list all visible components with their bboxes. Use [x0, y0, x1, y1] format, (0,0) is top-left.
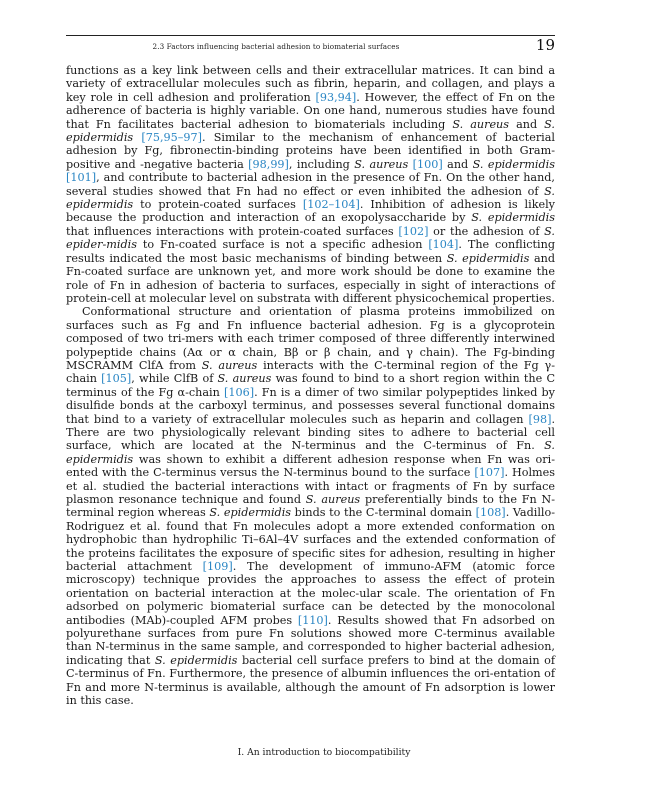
citation-link[interactable]: [107]	[474, 466, 505, 480]
page-number: 19	[535, 36, 555, 54]
citation-link[interactable]: [110]	[297, 613, 328, 627]
citation-link[interactable]: [108]	[475, 506, 506, 520]
text-run: . The development of immuno-AFM (atomic force microscopy) technique provides the approaches to assess the effect of protein orientation on bacterial interaction at the molec-ular scale. The orientation of Fn adsorbed on polymeric biomaterial surface can be detected by the monocolonal antibodies (MAb)-coupled AFM probes	[66, 560, 555, 627]
text-run: functions as a key link between cells and their extracellular matrices. It can bind a variety of extracellular molecules such as fibrin, heparin, and collagen, and plays a key role in cell adhesion and proliferation	[66, 64, 555, 104]
text-run: that influences interactions with protein-coated surfaces	[66, 224, 399, 238]
text-run: was shown to exhibit a different adhesion response when Fn was ori-ented with the C-terminus versus the N-terminus bound to the surface	[66, 452, 555, 480]
citation-link[interactable]: [105]	[101, 372, 132, 386]
text-run: . Vadillo-Rodriguez et al. found that Fn molecules adopt a more extended conformation on hydrophobic than hydrophilic Ti–6Al–4V surfaces and the extended conformation of the proteins facilitates the exposure of specific sites for adhesion, resulting in higher bacterial attachment	[66, 506, 556, 574]
text-run: , and contribute to bacterial adhesion in the presence of Fn. On the other hand, several studies showed that Fn had no effect or even inhibited the adhesion of	[66, 171, 555, 198]
citation-link[interactable]: [102–104]	[302, 198, 360, 212]
citation-link[interactable]: [75,95–97]	[141, 131, 202, 145]
citation-link[interactable]: [101]	[66, 171, 97, 185]
species-name: S. epidermidis	[472, 157, 555, 171]
species-name: S. epider-midis	[66, 224, 555, 252]
text-run: , while ClfB of	[131, 372, 218, 386]
citation-link[interactable]: [93,94]	[315, 90, 357, 104]
text-run: bacterial cell surface prefers to bind at the domain of C-terminus of Fn. Furthermore, the presence of albumin influences the ori-entation of Fn and more N-terminus is available, although the amount of Fn adsorption is lower in this case.	[66, 653, 555, 708]
species-name: S. aureus	[217, 372, 272, 386]
citation-link[interactable]: [102]	[398, 224, 429, 238]
text-run: and Fn-coated surface are unknown yet, and more work should be done to examine the role of Fn in adhesion of bacteria to surfaces, especially in sight of interactions of protein-cell at molecular level on substrata with different physicochemical properties.	[66, 251, 555, 305]
species-name: S. epidermidis	[66, 117, 555, 145]
paragraph-protein-orientation	[66, 305, 555, 707]
species-name: S. epidermidis	[209, 506, 292, 520]
text-run: . However, the effect of Fn on the adherence of bacteria is highly variable. On one hand, numerous studies have found that Fn facilitates bacterial adhesion to biomaterials including	[66, 90, 555, 131]
text-run: . Holmes et al. studied the bacterial interactions with intact or fragments of Fn by surface plasmon resonance technique and found	[66, 466, 555, 506]
text-run: binds to the C-terminal domain	[291, 506, 476, 520]
footer-part-title: I. An introduction to biocompatibility	[237, 747, 411, 758]
text-run: . There are two physiologically relevant binding sites to adhere to bacterial cell surface, which are located at the N-terminus and the C-terminus of Fn.	[66, 412, 555, 453]
text-run: . The conflicting results indicated the most basic mechanisms of binding between	[66, 238, 555, 265]
species-name: S. aureus	[354, 157, 409, 171]
text-run: . Similar to the mechanism of enhancement of bacterial adhesion by Fg, fibronectin-binding proteins have been identified in both Gram-positive and -negative bacteria	[66, 131, 556, 171]
body-text	[66, 64, 555, 708]
text-run: . Results showed that Fn adsorbed on polyurethane surfaces from pure Fn solutions showed more C-terminus available than N-terminus in the same sample, and corresponded to higher bacterial adhesion, indicating that	[66, 613, 556, 667]
citation-link[interactable]: [98,99]	[248, 157, 289, 171]
species-name: S. epidermidis	[66, 184, 555, 212]
text-run: interacts with the C-terminal region of the Fg γ-chain	[66, 358, 555, 386]
paragraph-fibronectin-effect	[66, 64, 555, 305]
text-run: . Inhibition of adhesion is likely because the production and interaction of an exopolysaccharide by	[66, 198, 555, 225]
citation-link[interactable]: [106]	[223, 385, 255, 399]
header-rule	[66, 35, 555, 36]
citation-link[interactable]: [109]	[202, 560, 233, 574]
text-run: and	[509, 117, 545, 131]
text-run: , including	[288, 157, 355, 171]
species-name: S. epidermidis	[154, 653, 238, 667]
species-name: S. epidermidis	[471, 211, 555, 225]
text-run: Conformational structure and orientation of plasma proteins immobilized on surfaces such as Fg and Fn influence bacterial adhesion. Fg is a glycoprotein composed of two tri-mers with each trimer composed of three differently interwined polypeptide chains (Aα or α chain, Bβ or β chain, and γ chain). The Fg-binding MSCRAMM ClfA from	[66, 305, 555, 372]
citation-link[interactable]: [100]	[412, 157, 443, 171]
text-run: to Fn-coated surface is not a specific adhesion	[136, 238, 429, 252]
species-name: S. aureus	[452, 117, 510, 131]
text-run: was found to bind to a short region within the C terminus of the Fg α-chain	[66, 372, 555, 399]
citation-link[interactable]: [104]	[428, 238, 459, 252]
text-run: and	[442, 157, 473, 171]
citation-link[interactable]: [98]	[528, 412, 552, 426]
species-name: S. aureus	[201, 358, 258, 372]
text-run: to protein-coated surfaces	[133, 198, 303, 212]
text-run: preferentially binds to the Fn N-terminal region whereas	[66, 493, 556, 520]
species-name: S. epidermidis	[446, 251, 530, 265]
species-name: S. epidermidis	[66, 439, 555, 466]
text-run: or the adhesion of	[428, 224, 545, 238]
text-run: . Fn is a dimer of two similar polypeptides linked by disulfide bonds at the carboxyl terminus, and possesses several functional domains that bind to a variety of extracellular molecules such as heparin and collagen	[66, 385, 556, 426]
running-head: 2.3 Factors influencing bacterial adhesion to biomaterial surfaces	[152, 42, 400, 51]
species-name: S. aureus	[305, 493, 361, 506]
